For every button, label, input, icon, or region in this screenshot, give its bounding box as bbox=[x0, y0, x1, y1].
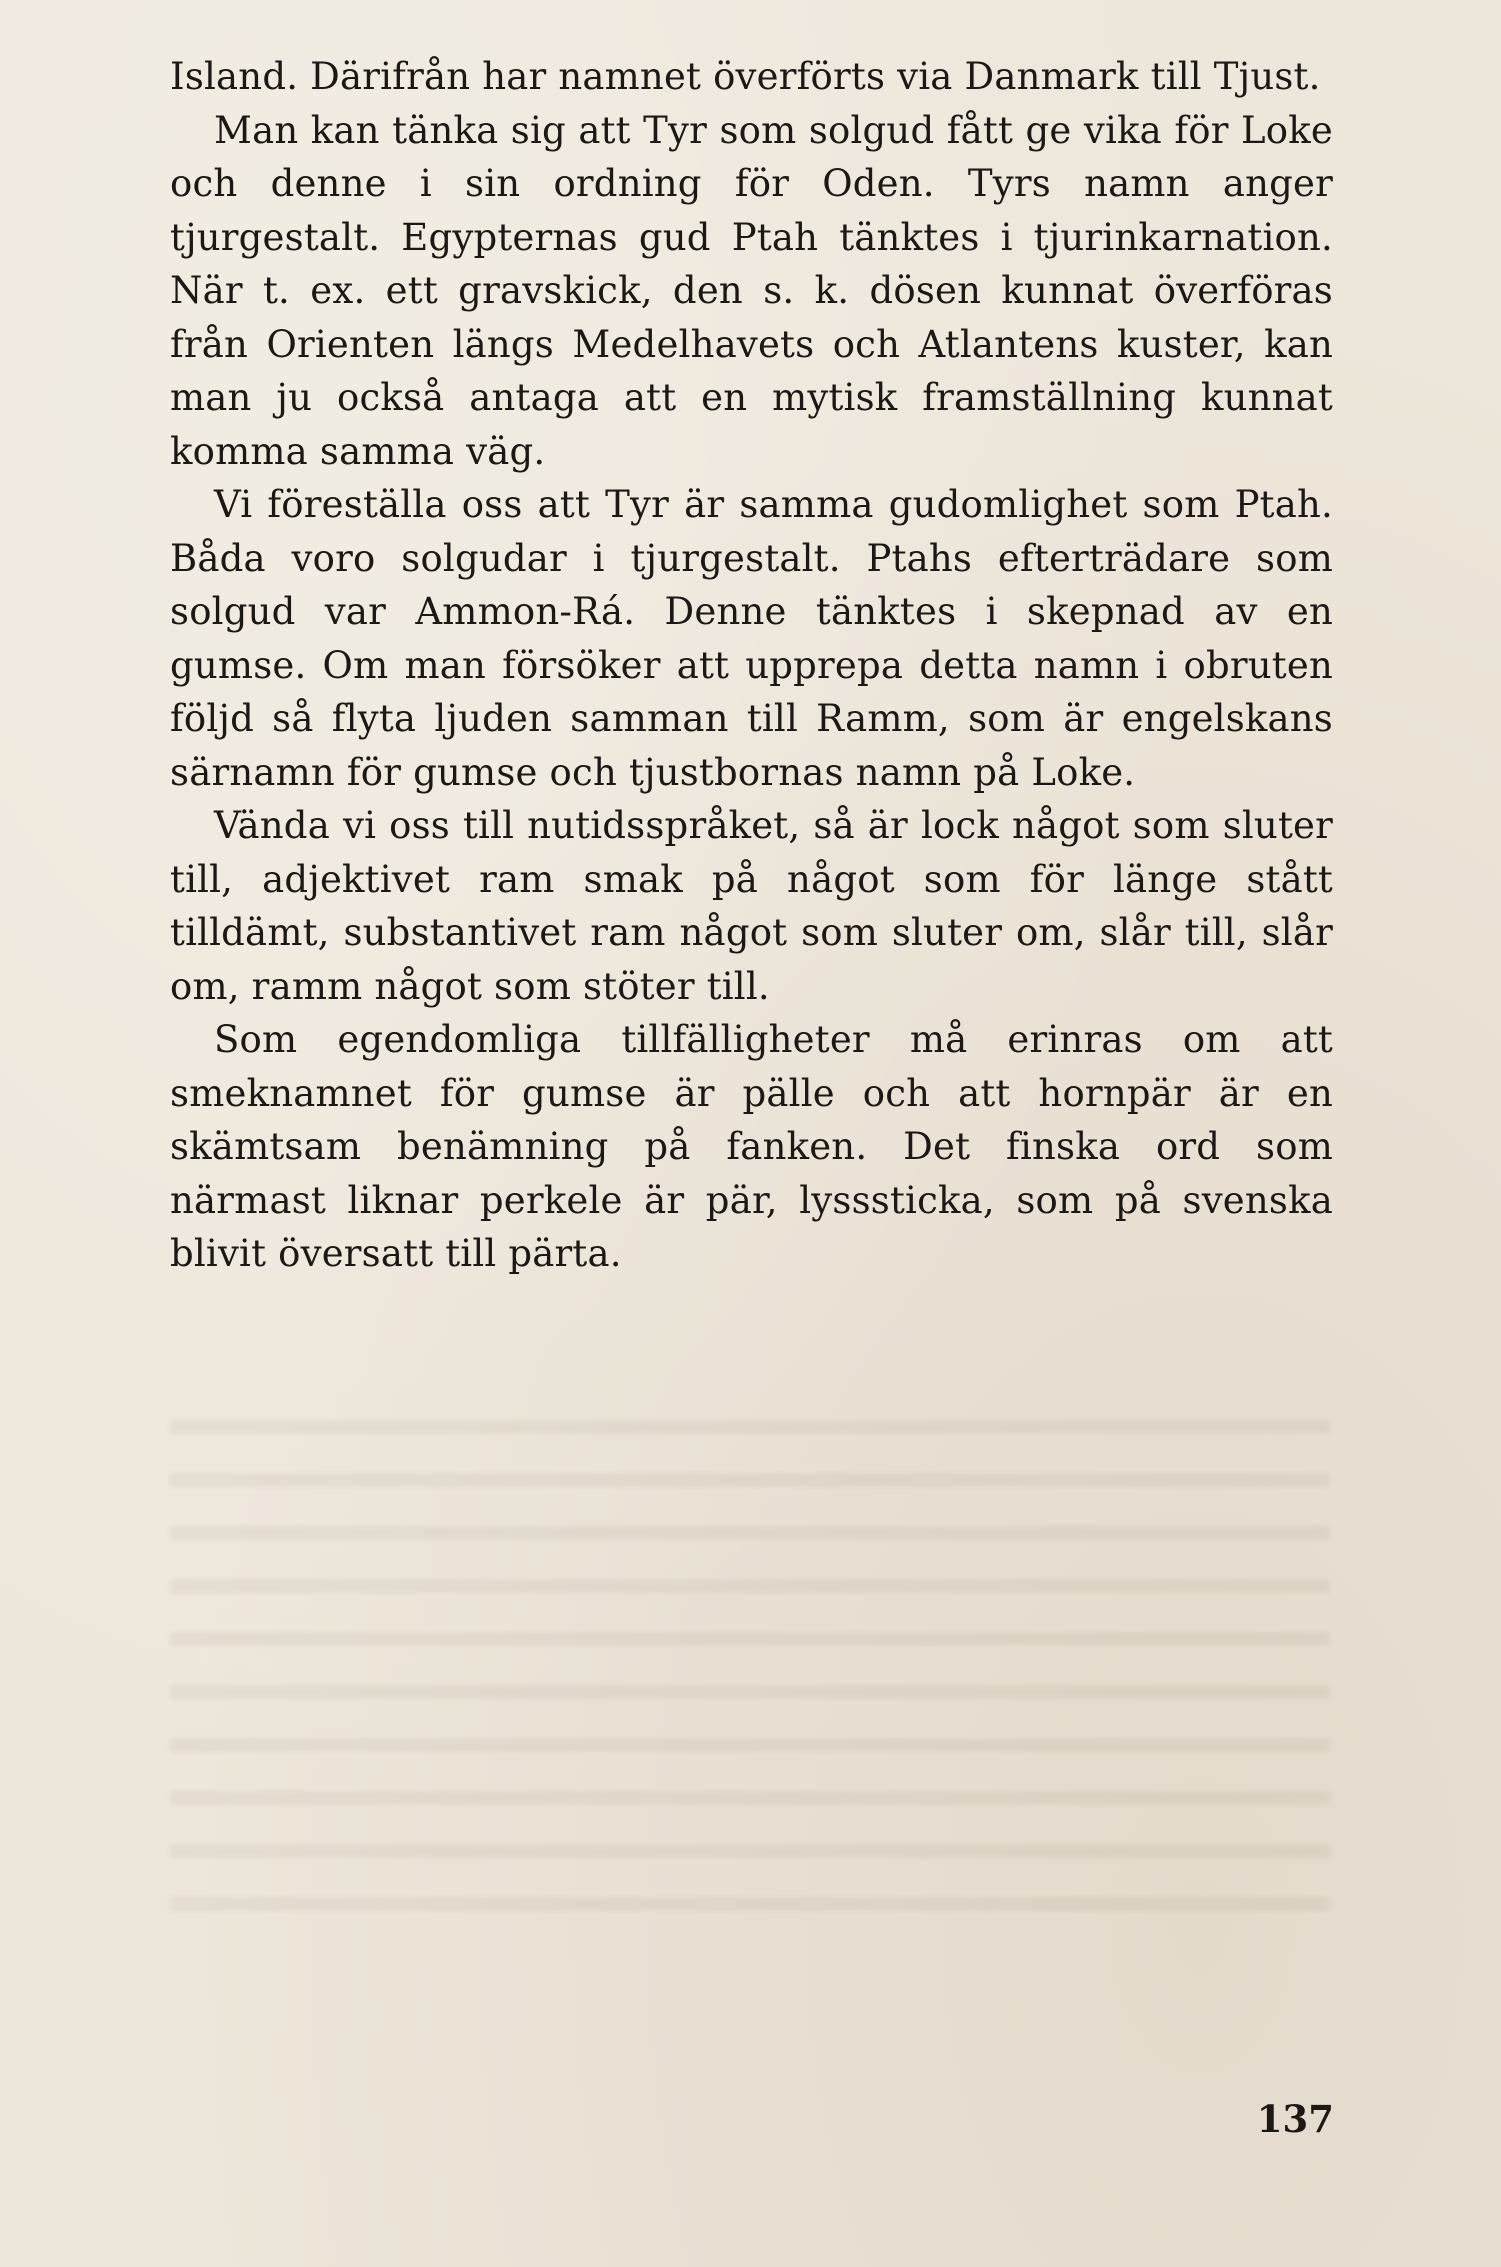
paragraph-2: Man kan tänka sig att Tyr som solgud fått ge vika för Loke och denne i sin ordning för Oden. Tyrs namn anger tjurgestalt. Egypternas gud Ptah tänktes i tjurinkarnation. När t. ex. ett gravskick, den s. k. dösen kunnat överföras från Orienten längs Medelhavets och Atlantens kuster, kan man ju också antaga att en mytisk framställning kunnat komma samma väg. bbox=[170, 108, 1333, 473]
body-text bbox=[170, 50, 1333, 1281]
paragraph-5: Som egendomliga tillfälligheter må erinras om att smeknamnet för gumse är pälle och att hornpär är en skämtsam benämning på fanken. Det finska ord som närmast liknar perkele är pär, lysssticka, som på svenska blivit översatt till pärta. bbox=[170, 1018, 1333, 1275]
paragraph-3: Vi föreställa oss att Tyr är samma gudomlighet som Ptah. Båda voro solgudar i tjurgestalt. Ptahs efterträdare som solgud var Ammon-Rá. Denne tänktes i skepnad av en gumse. Om man försöker att upprepa detta namn i obruten följd så flyta ljuden samman till Ramm, som är engelskans särnamn för gumse och tjustbornas namn på Loke. bbox=[170, 483, 1333, 794]
show-through-texture bbox=[170, 1420, 1330, 1920]
paragraph-4: Vända vi oss till nutidsspråket, så är lock något som sluter till, adjektivet ram smak på något som för länge stått tilldämt, substantivet ram något som sluter om, slår till, slår om, ramm något som stöter till. bbox=[170, 804, 1333, 1008]
page-number: 137 bbox=[1256, 2097, 1334, 2141]
paragraph-1: Island. Därifrån har namnet överförts via Danmark till Tjust. bbox=[170, 55, 1321, 98]
